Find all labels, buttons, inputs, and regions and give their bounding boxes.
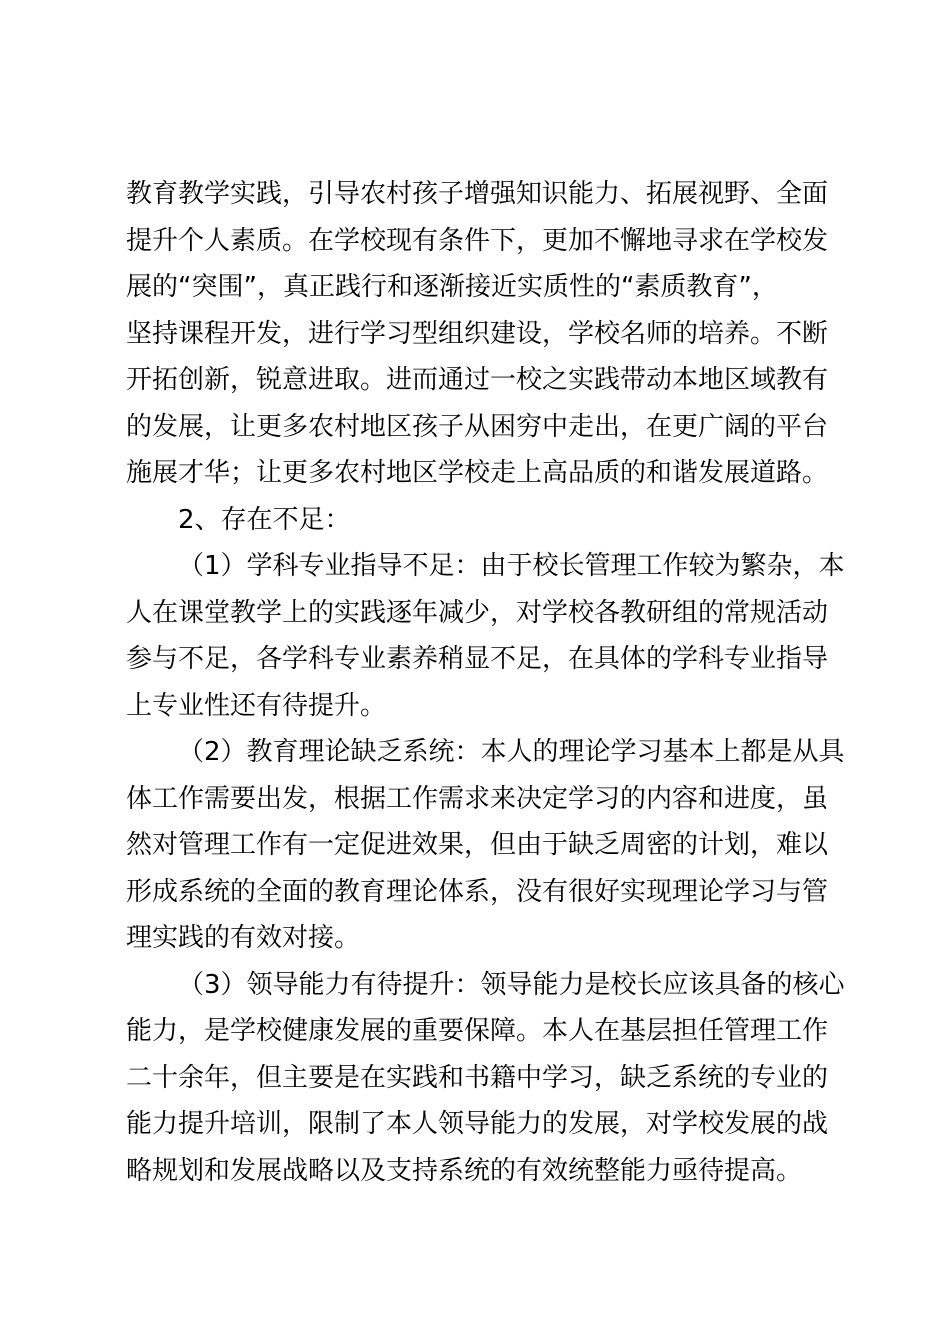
text-line: 上专业性还有待提升。 bbox=[126, 690, 387, 721]
text-line: 然对管理工作有一定促进效果，但由于缺乏周密的计划，难以 bbox=[126, 830, 829, 860]
text-line: 形成系统的全面的教育理论体系，没有很好实现理论学习与管 bbox=[126, 876, 829, 907]
document-body bbox=[126, 171, 845, 1194]
text-line: 能力提升培训，限制了本人领导能力的发展，对学校发展的战 bbox=[126, 1109, 829, 1139]
text-line: 体工作需要出发，根据工作需求来决定学习的内容和进度，虽 bbox=[126, 783, 829, 814]
text-line: 能力，是学校健康发展的重要保障。本人在基层担任管理工作 bbox=[126, 1016, 829, 1046]
text-line: （1）学科专业指导不足：由于校长管理工作较为繁杂，本 bbox=[178, 551, 845, 581]
text-line: 坚持课程开发，进行学习型组织建设，学校名师的培养。不断 bbox=[126, 318, 829, 349]
section-heading: 2、存在不足： bbox=[178, 504, 351, 535]
text-line: 二十余年，但主要是在实践和书籍中学习，缺乏系统的专业的 bbox=[126, 1062, 829, 1093]
text-line: 施展才华；让更多农村地区学校走上高品质的和谐发展道路。 bbox=[126, 458, 829, 488]
text-line: 人在课堂教学上的实践逐年减少，对学校各教研组的常规活动 bbox=[126, 597, 829, 628]
text-line: 教育教学实践，引导农村孩子增强知识能力、拓展视野、全面 bbox=[126, 179, 829, 209]
text-line: 略规划和发展战略以及支持系统的有效统整能力亟待提高。 bbox=[126, 1155, 803, 1186]
text-line: 参与不足，各学科专业素养稍显不足，在具体的学科专业指导 bbox=[126, 644, 829, 674]
text-line: 开拓创新，锐意进取。进而通过一校之实践带动本地区域教有 bbox=[126, 365, 829, 395]
text-line: （2）教育理论缺乏系统：本人的理论学习基本上都是从具 bbox=[178, 737, 845, 767]
text-line: 理实践的有效对接。 bbox=[126, 923, 361, 953]
text-line: 展的“突围”，真正践行和逐渐接近实质性的“素质教育”， bbox=[126, 272, 778, 302]
text-line: 的发展，让更多农村地区孩子从困穷中走出，在更广阔的平台 bbox=[126, 411, 829, 442]
text-line: （3）领导能力有待提升：领导能力是校长应该具备的核心 bbox=[178, 969, 845, 1000]
text-line: 提升个人素质。在学校现有条件下，更加不懈地寻求在学校发 bbox=[126, 225, 829, 256]
